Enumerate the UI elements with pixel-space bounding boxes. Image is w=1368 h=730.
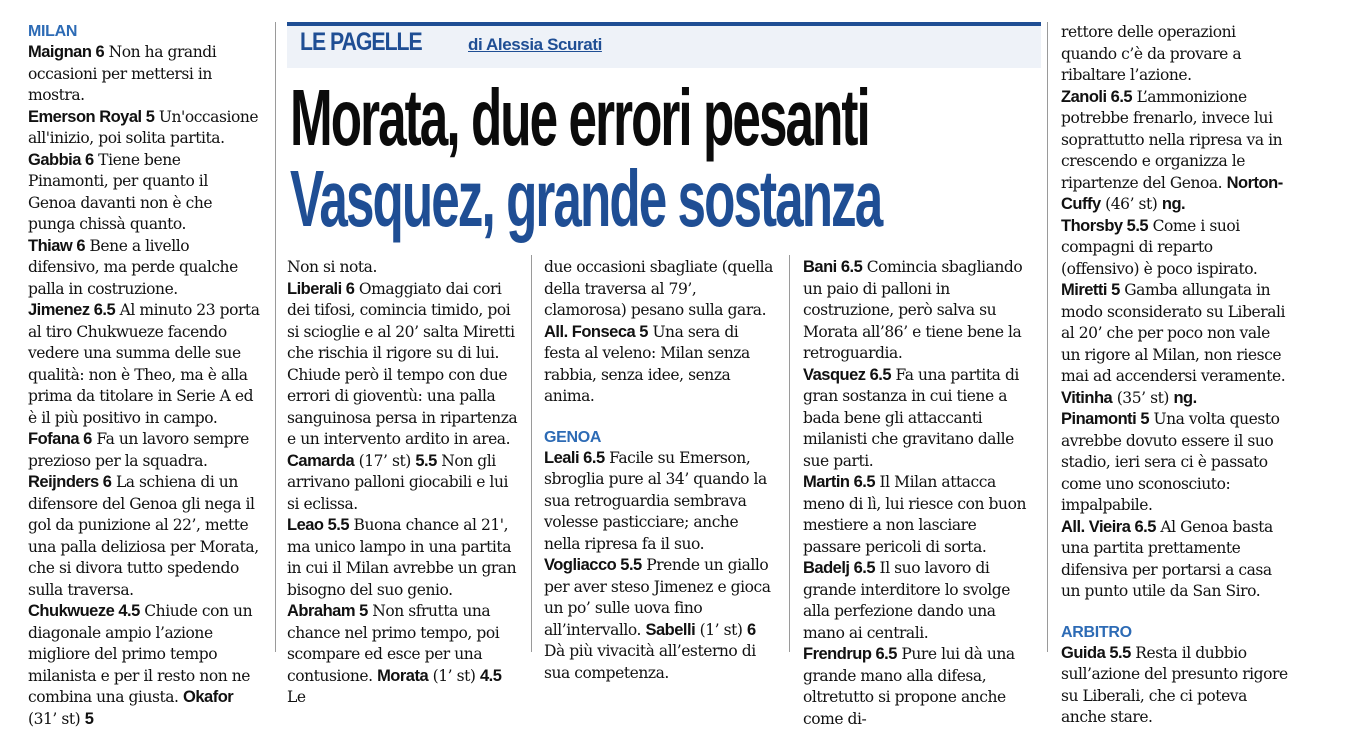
- player-rating: [28, 150, 260, 236]
- player-rating: [287, 601, 519, 709]
- sub-minute: (17’ st): [354, 451, 416, 470]
- rating-text: Dà più vivacità all’esterno di sua competenza.: [544, 642, 756, 682]
- player-name: Okafor: [183, 688, 234, 706]
- sub-minute: (1’ st): [695, 620, 747, 639]
- player-grade: 5: [84, 709, 94, 728]
- ratings-column-3: [544, 257, 778, 684]
- player-rating: [544, 448, 778, 556]
- player-name: Leali 6.5: [544, 448, 605, 467]
- player-name: Thorsby 5.5: [1061, 216, 1149, 235]
- player-name: Jimenez 6.5: [28, 301, 116, 319]
- rating-text: Facile su Emerson, sbroglia pure al 34’ quando la sua retroguardia sembrava volesse pasticciare; anche nella ripresa fa il suo.: [544, 448, 767, 553]
- headline-primary: Morata, due errori pesanti: [290, 73, 869, 162]
- player-grade: 5.5: [415, 451, 437, 470]
- ratings-column-4: [803, 257, 1035, 730]
- rating-text: Non gli arrivano palloni giocabili e lui si eclissa.: [287, 451, 508, 513]
- rating-text: Buona chance al 21', ma unico lampo in una partita in cui il Milan avrebbe un gran bisogno del suo genio.: [287, 516, 517, 599]
- referee-heading: ARBITRO: [1061, 623, 1132, 641]
- player-name: Vasquez 6.5: [803, 365, 892, 384]
- player-rating: [28, 601, 260, 730]
- rating-text: Una volta questo avrebbe dovuto essere il suo stadio, ieri sera ci è passato come uno sconosciuto: impalpabile.: [1061, 410, 1280, 514]
- sub-minute: (31’ st): [28, 709, 85, 728]
- rating-text: Fa una partita di gran sostanza in cui tiene a bada bene gli attaccanti milanisti che gravitano dalle sue parti.: [803, 365, 1019, 470]
- rating-text: Le: [287, 688, 306, 706]
- ratings-column-1: [28, 22, 260, 730]
- player-rating: [803, 558, 1035, 644]
- player-rating: [28, 472, 260, 601]
- player-name: Gabbia 6: [28, 150, 94, 169]
- rating-text: Non ha grandi occasioni per mettersi in mostra.: [28, 43, 217, 104]
- rating-text: Gamba allungata in modo sconsiderato su Liberali al 20’ che per poco non vale un rigore al Milan, non riesce mai ad accendersi veramente.: [1061, 281, 1286, 385]
- player-rating: [1061, 388, 1293, 410]
- rating-text: Bene a livello difensivo, ma perde qualche palla in costruzione.: [28, 236, 238, 298]
- player-rating: [1061, 409, 1293, 517]
- player-name: Vogliacco 5.5: [544, 556, 642, 574]
- player-name: Thiaw 6: [28, 236, 86, 255]
- player-rating: [1061, 87, 1293, 216]
- ratings-column-5: [1061, 22, 1293, 729]
- team-heading-genoa: GENOA: [544, 428, 602, 446]
- player-name: Emerson Royal 5: [28, 107, 155, 126]
- rating-text: Comincia sbagliando un paio di palloni in costruzione, però salva su Morata all’86’ e tiene bene la retroguardia.: [803, 258, 1023, 362]
- player-name: Pinamonti 5: [1061, 410, 1150, 428]
- rating-text: Al minuto 23 porta al tiro Chukwueze facendo vedere una summa delle sue qualità: non è Theo, ma è alla prima da titolare in Serie A ed è il più positivo in campo.: [28, 301, 260, 427]
- continued-text: rettore delle operazioni quando c’è da provare a ribaltare l’azione.: [1061, 23, 1242, 84]
- player-name: Leao 5.5: [287, 516, 350, 534]
- player-rating: [803, 257, 1035, 365]
- player-name: Liberali 6: [287, 279, 355, 298]
- player-rating: [544, 555, 778, 684]
- player-rating: [803, 644, 1035, 730]
- player-name: Norton-Cuffy: [1061, 173, 1283, 213]
- sub-minute: (1’ st): [428, 666, 480, 685]
- rating-text: Il suo lavoro di grande interditore lo svolge alla perfezione dando una mano ai centrali.: [803, 559, 1010, 642]
- player-name: Miretti 5: [1061, 281, 1120, 299]
- ratings-column-2: [287, 257, 519, 709]
- rating-text: Una sera di festa al veleno: Milan senza rabbia, senza idee, senza anima.: [544, 322, 750, 405]
- player-rating: [1061, 280, 1293, 388]
- player-rating: [544, 322, 778, 408]
- team-heading-milan: MILAN: [28, 23, 78, 40]
- referee-name: Guida 5.5: [1061, 643, 1131, 662]
- player-name: All. Vieira 6.5: [1061, 517, 1156, 536]
- player-name: Sabelli: [645, 620, 696, 639]
- rating-text: Un'occasione all'inizio, poi solita partita.: [28, 107, 259, 147]
- rating-text: Fa un lavoro sempre prezioso per la squadra.: [28, 430, 249, 470]
- player-rating: [1061, 517, 1293, 603]
- column-rule: [1047, 22, 1048, 652]
- author-byline: di Alessia Scurati: [468, 35, 602, 54]
- rating-text: Pure lui dà una grande mano alla difesa, oltretutto si propone anche come di-: [803, 645, 1015, 728]
- rating-text: Come i suoi compagni di reparto (offensivo) è poco ispirato.: [1061, 216, 1258, 278]
- player-name: Zanoli 6.5: [1061, 87, 1133, 106]
- player-rating: [28, 236, 260, 301]
- rating-text: Chiude con un diagonale ampio l’azione migliore del primo tempo milanista e per il resto non ne combina una giusta.: [28, 602, 253, 706]
- player-grade: ng.: [1161, 195, 1186, 213]
- player-name: Bani 6.5: [803, 258, 863, 276]
- player-rating: [28, 107, 260, 150]
- column-rule: [275, 22, 276, 652]
- rating-text: La schiena di un difensore del Genoa gli nega il gol da punizione al 22’, mette una palla deliziosa per Morata, che si divora tutto spedendo sulla traversa.: [28, 473, 259, 599]
- rating-text: Tiene bene Pinamonti, per quanto il Genoa davanti non è che punga chissà quanto.: [28, 150, 213, 233]
- player-rating: [803, 472, 1035, 558]
- rating-text: L’ammonizione potrebbe frenarlo, invece lui soprattutto nella ripresa va in crescendo e organizza le ripartenze del Genoa.: [1061, 87, 1283, 192]
- player-name: All. Fonseca 5: [544, 322, 648, 341]
- player-name: Vitinha: [1061, 388, 1113, 407]
- referee-rating: [1061, 643, 1293, 729]
- player-name: Fofana 6: [28, 430, 92, 448]
- player-name: Maignan 6: [28, 43, 105, 61]
- section-label: LE PAGELLE: [300, 28, 422, 56]
- continued-text: Non si nota.: [287, 258, 377, 276]
- continued-text: due occasioni sbagliate (quella della traversa al 79’, clamorosa) pesano sulla gara.: [544, 258, 773, 319]
- headline-secondary: Vasquez, grande sostanza: [290, 154, 882, 243]
- sub-minute: (35’ st): [1112, 388, 1174, 407]
- column-rule: [531, 255, 532, 652]
- player-rating: [803, 365, 1035, 473]
- rating-text: Il Milan attacca meno di lì, lui riesce con buon mestiere a non lasciare passare pericoli di sorta.: [803, 473, 1026, 556]
- player-grade: ng.: [1173, 388, 1197, 407]
- rating-text: Non sfrutta una chance nel primo tempo, poi scompare ed esce per una contusione.: [287, 602, 500, 685]
- player-name: Chukwueze 4.5: [28, 602, 140, 620]
- rating-text: Resta il dubbio sull’azione del presunto rigore su Liberali, che ci poteva anche stare.: [1061, 643, 1288, 726]
- player-grade: 6: [746, 620, 756, 639]
- player-name: Abraham 5: [287, 602, 368, 620]
- column-rule: [789, 255, 790, 652]
- player-rating: [1061, 216, 1293, 281]
- player-name: Frendrup 6.5: [803, 645, 897, 663]
- player-rating: [287, 279, 519, 516]
- player-rating: [28, 429, 260, 472]
- player-rating: [28, 300, 260, 429]
- rating-text: Al Genoa basta una partita prettamente difensiva per portarsi a casa un punto utile da San Siro.: [1061, 517, 1273, 600]
- player-name: Martin 6.5: [803, 473, 876, 491]
- player-name: Reijnders 6: [28, 473, 112, 491]
- rating-text: Omaggiato dai cori dei tifosi, comincia timido, poi si scioglie e al 20’ salta Miretti che rischia il rigore su di lui. Chiude però il tempo con due errori di gioventù: una palla sanguinosa persa in ripartenza e un intervento ardito in area.: [287, 279, 518, 448]
- player-name: Badelj 6.5: [803, 559, 876, 577]
- player-name: Camarda: [287, 451, 355, 470]
- player-rating: [28, 42, 260, 107]
- player-rating: [287, 515, 519, 601]
- rating-text: Prende un giallo per aver steso Jimenez e gioca un po’ sulle uova fino all’intervallo.: [544, 556, 771, 639]
- player-grade: 4.5: [479, 666, 502, 685]
- player-name: Morata: [377, 666, 429, 685]
- sub-minute: (46’ st): [1100, 195, 1162, 213]
